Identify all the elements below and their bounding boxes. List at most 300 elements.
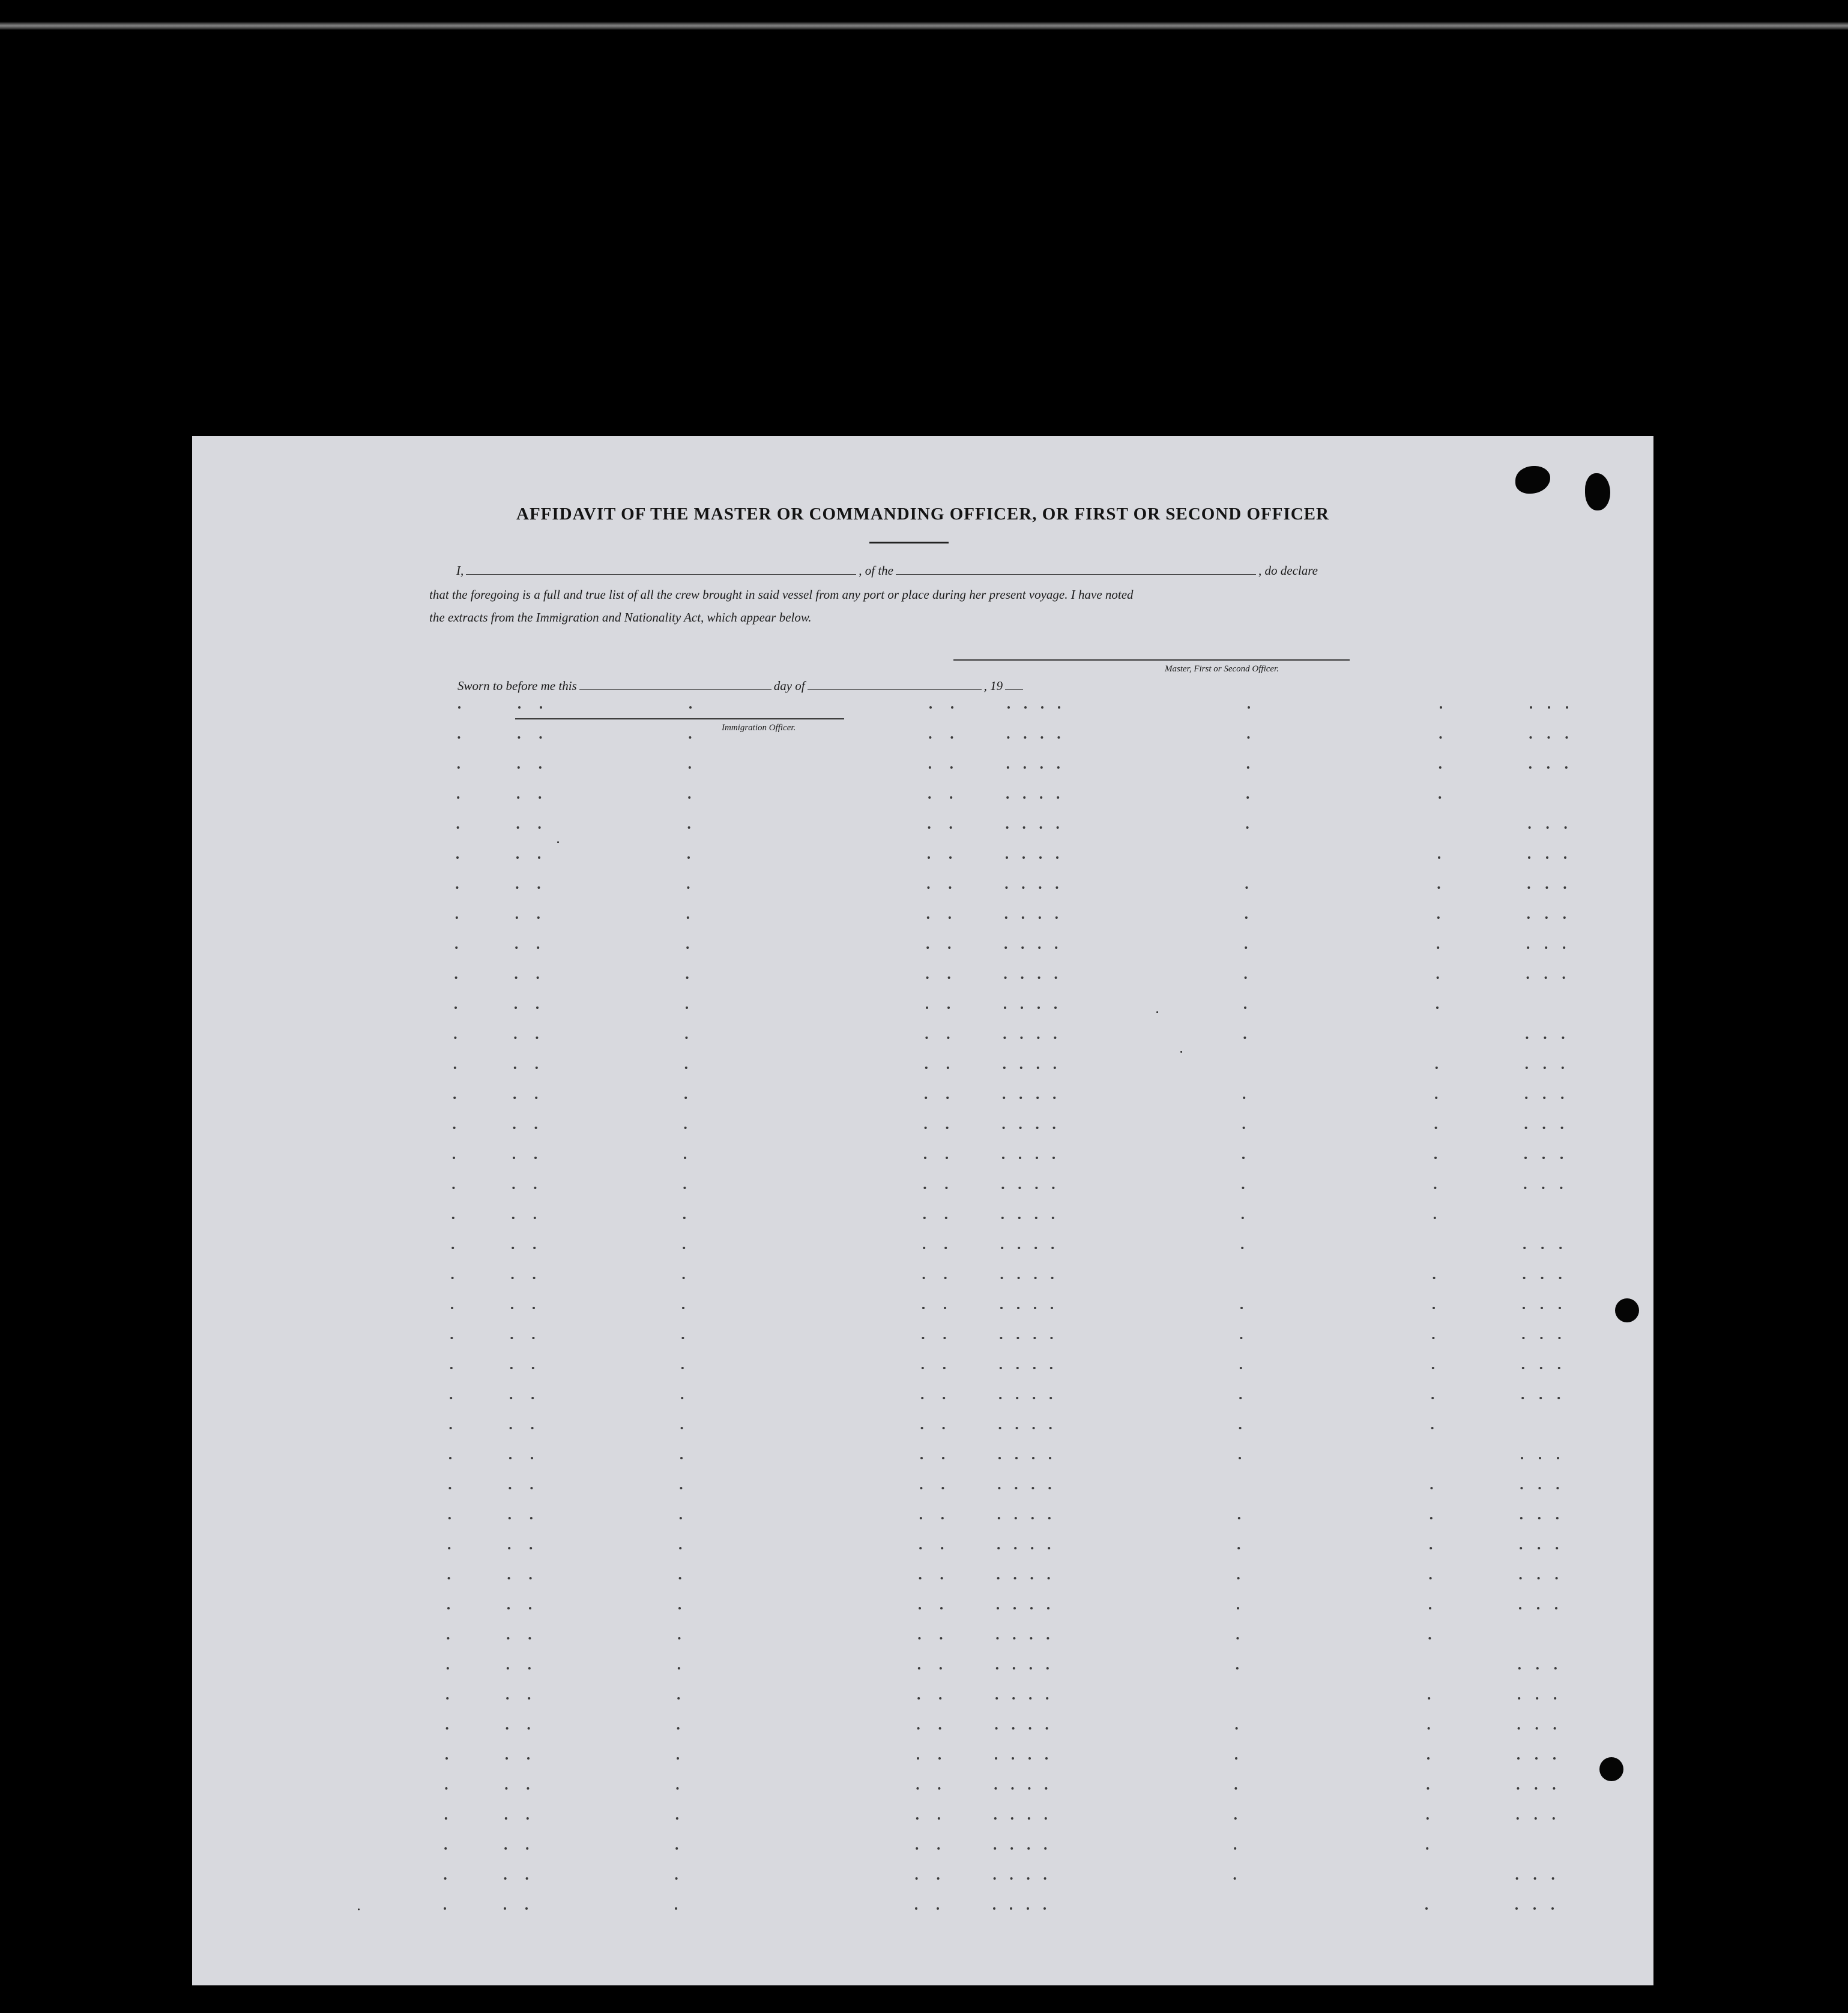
leader-dot bbox=[509, 1487, 511, 1489]
leader-dot bbox=[998, 1457, 1001, 1459]
leader-dot bbox=[1027, 1907, 1029, 1910]
leader-dot bbox=[938, 1787, 940, 1790]
leader-dot bbox=[1000, 1307, 1003, 1309]
leader-dot bbox=[1435, 1097, 1437, 1099]
leader-dot bbox=[944, 1307, 946, 1309]
sworn-prefix: Sworn to before me this bbox=[457, 679, 577, 693]
leader-dot bbox=[445, 1787, 447, 1790]
leader-dot bbox=[1538, 1487, 1541, 1489]
leader-dot bbox=[1020, 1067, 1022, 1069]
leader-dot bbox=[1024, 736, 1026, 739]
leader-dot bbox=[1548, 706, 1550, 709]
leader-dot bbox=[1236, 1667, 1239, 1669]
leader-dot bbox=[681, 1397, 683, 1399]
leader-dot bbox=[453, 1097, 456, 1099]
leader-dot bbox=[1516, 1877, 1518, 1880]
leader-dot bbox=[515, 1006, 517, 1009]
leader-dot bbox=[509, 1457, 512, 1459]
leader-dot bbox=[1053, 1127, 1055, 1129]
leader-dot bbox=[1243, 1097, 1245, 1099]
leader-dot bbox=[920, 1487, 922, 1489]
leader-dot bbox=[1245, 976, 1247, 979]
leader-dot bbox=[916, 1817, 919, 1820]
leader-dot bbox=[526, 1877, 528, 1880]
leader-dot bbox=[1040, 796, 1042, 799]
leader-dot bbox=[1551, 1907, 1554, 1910]
leader-dot bbox=[532, 1337, 534, 1339]
leader-dot bbox=[1518, 1667, 1521, 1669]
leader-dot bbox=[1015, 1457, 1018, 1459]
leader-dot bbox=[447, 1667, 449, 1669]
leader-dot bbox=[450, 1337, 453, 1339]
leader-dot bbox=[518, 736, 520, 739]
leader-dot bbox=[929, 706, 932, 709]
leader-dot bbox=[1428, 1637, 1431, 1639]
leader-dot bbox=[1439, 736, 1442, 739]
leader-dot bbox=[938, 1817, 940, 1820]
leader-dot bbox=[1048, 1547, 1050, 1549]
leader-dot bbox=[1439, 796, 1441, 799]
leader-dot bbox=[681, 1367, 684, 1369]
leader-dot bbox=[1427, 1787, 1429, 1790]
leader-dot bbox=[1517, 1817, 1519, 1820]
leader-dot bbox=[1000, 1337, 1002, 1339]
leader-dot bbox=[1058, 706, 1060, 709]
leader-dot bbox=[920, 1517, 922, 1519]
leader-dot bbox=[680, 1487, 682, 1489]
leader-dot bbox=[1033, 1397, 1035, 1399]
leader-dot bbox=[1055, 886, 1058, 889]
leader-dot bbox=[1563, 976, 1565, 979]
leader-dot bbox=[1566, 706, 1568, 709]
leader-dot bbox=[444, 1907, 446, 1910]
leader-dot bbox=[1046, 1727, 1048, 1730]
leader-dot bbox=[540, 706, 542, 709]
leader-dot bbox=[1523, 1277, 1526, 1279]
leader-dot bbox=[1030, 1667, 1032, 1669]
leader-dot bbox=[1433, 1307, 1435, 1309]
leader-dot bbox=[508, 1547, 510, 1549]
leader-dot bbox=[445, 1817, 447, 1820]
leader-dot bbox=[444, 1847, 447, 1850]
leader-dot bbox=[949, 856, 952, 859]
leader-dot bbox=[675, 1847, 678, 1850]
leader-dot bbox=[1248, 706, 1250, 709]
leader-dot bbox=[939, 1727, 941, 1730]
leader-dot bbox=[530, 1577, 532, 1579]
leader-dot bbox=[1434, 1187, 1436, 1189]
leader-dot bbox=[1538, 1577, 1540, 1579]
leader-dot bbox=[510, 1427, 512, 1429]
leader-dot bbox=[1003, 1037, 1006, 1039]
immigration-officer-caption: Immigration Officer. bbox=[722, 723, 796, 733]
leader-dot bbox=[689, 736, 691, 739]
leader-dot bbox=[1011, 1787, 1013, 1790]
leader-dot bbox=[1040, 826, 1042, 829]
leader-dot bbox=[1246, 796, 1249, 799]
leader-dot bbox=[534, 1157, 537, 1159]
leader-dot bbox=[997, 1547, 1000, 1549]
leader-dot bbox=[943, 1397, 945, 1399]
leader-dot bbox=[1439, 766, 1442, 769]
leader-dot bbox=[996, 1637, 998, 1639]
leader-dot bbox=[1033, 1337, 1036, 1339]
speck bbox=[1156, 1011, 1158, 1013]
leader-dot bbox=[918, 1667, 920, 1669]
leader-dot bbox=[683, 1277, 685, 1279]
leader-dot bbox=[677, 1727, 680, 1730]
leader-dot bbox=[1039, 856, 1042, 859]
leader-dot bbox=[1049, 1397, 1052, 1399]
leader-dot bbox=[686, 946, 689, 949]
leader-dot bbox=[940, 1667, 942, 1669]
leader-dot bbox=[921, 1427, 923, 1429]
leader-dot bbox=[1562, 1037, 1564, 1039]
leader-dot bbox=[1535, 1757, 1538, 1760]
leader-dot bbox=[1541, 1277, 1544, 1279]
leader-dot bbox=[939, 1697, 941, 1700]
leader-dot bbox=[1239, 1397, 1242, 1399]
leader-dot bbox=[1563, 886, 1566, 889]
leader-dot bbox=[925, 1067, 928, 1069]
leader-dot bbox=[537, 976, 539, 979]
leader-dot bbox=[1524, 1187, 1526, 1189]
leader-dot bbox=[1018, 1187, 1021, 1189]
leader-dot bbox=[950, 826, 952, 829]
leader-dot bbox=[945, 1217, 947, 1219]
leader-dot bbox=[1049, 1457, 1051, 1459]
leader-dot bbox=[1016, 1397, 1018, 1399]
leader-dot bbox=[1540, 1337, 1542, 1339]
leader-dot bbox=[1559, 1277, 1562, 1279]
leader-dot bbox=[1546, 856, 1548, 859]
leader-dot bbox=[1044, 1877, 1046, 1880]
leader-dot bbox=[453, 1127, 456, 1129]
leader-dot bbox=[1055, 976, 1057, 979]
leader-dot bbox=[1434, 1217, 1436, 1219]
leader-dot bbox=[995, 1757, 997, 1760]
speck bbox=[1180, 1051, 1182, 1053]
leader-dot bbox=[451, 1307, 453, 1309]
leader-dot bbox=[1517, 1787, 1519, 1790]
leader-dot bbox=[1004, 976, 1007, 979]
leader-dot bbox=[1552, 1877, 1554, 1880]
leader-dot bbox=[1529, 826, 1531, 829]
leader-dot bbox=[1038, 976, 1040, 979]
leader-dot bbox=[997, 1577, 1000, 1579]
leader-dot bbox=[505, 1817, 507, 1820]
leader-dot bbox=[1527, 946, 1529, 949]
leader-dot bbox=[1017, 1307, 1019, 1309]
leader-dot bbox=[928, 856, 930, 859]
leader-dot bbox=[1038, 946, 1040, 949]
leader-dot bbox=[509, 1517, 511, 1519]
leader-dot bbox=[1018, 1247, 1020, 1249]
leader-dot bbox=[504, 1907, 506, 1910]
leader-dot bbox=[1019, 1127, 1022, 1129]
leader-dot bbox=[1033, 1367, 1036, 1369]
leader-dot bbox=[926, 976, 929, 979]
leader-dot bbox=[925, 1127, 927, 1129]
leader-dot bbox=[1543, 1097, 1545, 1099]
leader-dot bbox=[1036, 1127, 1039, 1129]
leader-dot bbox=[923, 1247, 925, 1249]
leader-dot bbox=[1431, 1397, 1434, 1399]
leader-dot bbox=[681, 1427, 683, 1429]
leader-dot bbox=[1538, 1547, 1540, 1549]
leader-dot bbox=[1054, 1037, 1056, 1039]
leader-dot bbox=[533, 1277, 536, 1279]
leader-dot bbox=[1057, 826, 1059, 829]
leader-dot bbox=[1558, 1367, 1560, 1369]
leader-dot bbox=[1527, 976, 1529, 979]
leader-dot bbox=[1545, 916, 1548, 919]
leader-dot bbox=[537, 886, 540, 889]
leader-dot bbox=[1438, 856, 1440, 859]
leader-dot bbox=[1016, 1367, 1019, 1369]
leader-dot bbox=[943, 1337, 946, 1339]
leader-dot bbox=[1565, 766, 1568, 769]
leader-dot bbox=[1047, 1607, 1049, 1609]
leader-dot bbox=[1247, 766, 1249, 769]
leader-dot bbox=[919, 1547, 922, 1549]
leader-dot bbox=[922, 1337, 924, 1339]
leader-dot bbox=[1554, 1697, 1556, 1700]
leader-dot bbox=[1004, 1006, 1006, 1009]
leader-dot bbox=[947, 1037, 949, 1039]
leader-dot bbox=[1039, 886, 1041, 889]
leader-dot bbox=[689, 766, 691, 769]
leader-dot bbox=[536, 1037, 538, 1039]
leader-dot bbox=[940, 1607, 943, 1609]
leader-dot bbox=[514, 1037, 516, 1039]
leader-dot bbox=[1028, 1817, 1030, 1820]
leader-dot bbox=[941, 1517, 944, 1519]
leader-dot bbox=[944, 1277, 947, 1279]
leader-dot bbox=[1437, 916, 1440, 919]
leader-dot bbox=[688, 826, 690, 829]
leader-dot bbox=[1525, 1097, 1527, 1099]
leader-dot bbox=[535, 1127, 537, 1129]
leader-dot bbox=[1006, 856, 1008, 859]
leader-dot bbox=[679, 1547, 681, 1549]
leader-dot bbox=[1041, 706, 1043, 709]
leader-dot bbox=[1015, 1517, 1017, 1519]
leader-dot bbox=[680, 1517, 682, 1519]
leader-dot bbox=[996, 1667, 998, 1669]
leader-dot bbox=[1052, 1187, 1054, 1189]
leader-dot bbox=[1001, 1247, 1003, 1249]
leader-dot bbox=[1524, 1157, 1527, 1159]
leader-dot bbox=[917, 1697, 920, 1700]
leader-dot bbox=[1044, 1847, 1046, 1850]
leader-dot bbox=[1037, 1006, 1040, 1009]
leader-dot bbox=[516, 856, 519, 859]
leader-dot bbox=[1538, 1517, 1541, 1519]
leader-dot bbox=[510, 1397, 512, 1399]
leader-dot bbox=[506, 1727, 509, 1730]
leader-dot bbox=[929, 736, 931, 739]
leader-dot bbox=[1031, 1487, 1034, 1489]
leader-dot bbox=[994, 1817, 997, 1820]
leader-dot bbox=[1523, 1307, 1525, 1309]
ink-blot bbox=[1585, 473, 1610, 510]
leader-dot bbox=[527, 1757, 530, 1760]
leader-dot bbox=[1027, 1847, 1030, 1850]
leader-dot bbox=[1010, 1877, 1013, 1880]
affidavit-title: AFFIDAVIT OF THE MASTER OR COMMANDING OFFICER, OR FIRST OR SECOND OFFICER bbox=[516, 504, 1329, 524]
leader-dot bbox=[689, 706, 692, 709]
leader-dot bbox=[1565, 826, 1567, 829]
leader-dot bbox=[539, 766, 542, 769]
leader-dot bbox=[530, 1517, 533, 1519]
leader-dot bbox=[1430, 1547, 1432, 1549]
leader-dot bbox=[455, 976, 457, 979]
leader-dot bbox=[525, 1907, 528, 1910]
leader-dot bbox=[1048, 1487, 1051, 1489]
leader-dot bbox=[534, 1217, 536, 1219]
leader-dot bbox=[1241, 1247, 1243, 1249]
leader-dot bbox=[513, 1157, 515, 1159]
leader-dot bbox=[457, 826, 459, 829]
leader-dot bbox=[1236, 1637, 1239, 1639]
leader-dot bbox=[458, 706, 460, 709]
leader-dot bbox=[529, 1607, 531, 1609]
leader-dot bbox=[1545, 886, 1548, 889]
leader-dot bbox=[1039, 916, 1041, 919]
leader-dot bbox=[1040, 766, 1043, 769]
leader-dot bbox=[941, 1547, 943, 1549]
leader-dot bbox=[1028, 1787, 1030, 1790]
leader-dot bbox=[1429, 1607, 1431, 1609]
leader-dot bbox=[1005, 886, 1007, 889]
leader-dot bbox=[515, 946, 518, 949]
leader-dot bbox=[916, 1787, 919, 1790]
leader-dot bbox=[526, 1847, 528, 1850]
leader-dot bbox=[536, 1006, 539, 1009]
leader-dot bbox=[1001, 1187, 1004, 1189]
leader-dot bbox=[1237, 1607, 1239, 1609]
leader-dot bbox=[1033, 1427, 1035, 1429]
leader-dot bbox=[929, 766, 931, 769]
leader-dot bbox=[676, 1787, 678, 1790]
leader-dot bbox=[686, 1006, 688, 1009]
leader-dot bbox=[997, 1607, 999, 1609]
leader-dot bbox=[1016, 1337, 1019, 1339]
leader-dot bbox=[1529, 766, 1532, 769]
leader-dot bbox=[1001, 1277, 1003, 1279]
leader-dot bbox=[454, 1006, 457, 1009]
leader-dot bbox=[1056, 856, 1058, 859]
leader-dot bbox=[1057, 766, 1060, 769]
leader-dot bbox=[1527, 886, 1530, 889]
leader-dot bbox=[942, 1457, 944, 1459]
leader-dot bbox=[539, 826, 541, 829]
leader-dot bbox=[457, 796, 459, 799]
leader-dot bbox=[1031, 1517, 1034, 1519]
leader-dot bbox=[1005, 916, 1007, 919]
leader-dot bbox=[528, 1727, 530, 1730]
leader-dot bbox=[505, 1787, 507, 1790]
leader-dot bbox=[1034, 1247, 1037, 1249]
punch-hole bbox=[1615, 1298, 1639, 1322]
leader-dot bbox=[998, 1517, 1000, 1519]
leader-dot bbox=[919, 1607, 921, 1609]
leader-dot bbox=[687, 916, 689, 919]
leader-dot bbox=[916, 1847, 918, 1850]
leader-dot bbox=[457, 736, 460, 739]
leader-dot bbox=[1555, 1607, 1557, 1609]
leader-dot bbox=[533, 1307, 535, 1309]
leader-dot bbox=[1043, 1907, 1046, 1910]
leader-dot bbox=[1022, 856, 1025, 859]
leader-dot bbox=[1010, 1847, 1013, 1850]
leader-dot bbox=[680, 1457, 683, 1459]
leader-dot bbox=[1055, 916, 1058, 919]
leader-dot bbox=[1537, 1607, 1539, 1609]
leader-dot bbox=[1245, 916, 1248, 919]
leader-dot bbox=[518, 706, 521, 709]
leader-dot bbox=[925, 1097, 927, 1099]
leader-dot bbox=[1557, 1397, 1560, 1399]
leader-dot bbox=[1544, 1037, 1546, 1039]
leader-dot bbox=[447, 1637, 449, 1639]
leader-dot bbox=[1433, 1277, 1436, 1279]
leader-dot bbox=[1545, 976, 1547, 979]
leader-dot bbox=[1013, 1607, 1016, 1609]
leader-dot bbox=[945, 1187, 947, 1189]
leader-dot bbox=[1562, 1067, 1564, 1069]
leader-dot bbox=[1428, 1697, 1430, 1700]
leader-dot bbox=[517, 826, 519, 829]
leader-dot bbox=[1236, 1727, 1238, 1730]
leader-dot bbox=[1557, 1457, 1559, 1459]
leader-dot bbox=[1006, 796, 1009, 799]
leader-dot bbox=[678, 1637, 680, 1639]
leader-dot bbox=[1431, 1427, 1434, 1429]
leader-dot bbox=[1554, 1667, 1557, 1669]
leader-dot bbox=[917, 1757, 919, 1760]
leader-dot bbox=[1559, 1307, 1561, 1309]
leader-dot bbox=[1239, 1457, 1241, 1459]
leader-dot bbox=[922, 1307, 925, 1309]
leader-dot bbox=[1007, 706, 1010, 709]
leader-dot bbox=[1436, 1067, 1438, 1069]
leader-dot bbox=[539, 736, 542, 739]
leader-dot bbox=[1536, 1667, 1539, 1669]
leader-dot bbox=[1437, 976, 1439, 979]
leader-dot bbox=[1237, 1577, 1240, 1579]
leader-dot bbox=[949, 886, 951, 889]
leader-dot bbox=[685, 1067, 687, 1069]
leader-dot bbox=[1425, 1907, 1428, 1910]
leader-dot bbox=[448, 1487, 451, 1489]
leader-dot bbox=[1246, 826, 1249, 829]
leader-dot bbox=[994, 1787, 997, 1790]
leader-dot bbox=[685, 1037, 687, 1039]
leader-dot bbox=[1547, 826, 1549, 829]
leader-dot bbox=[684, 1127, 687, 1129]
leader-dot bbox=[528, 1697, 530, 1700]
leader-dot bbox=[1426, 1847, 1428, 1850]
leader-dot bbox=[513, 1097, 516, 1099]
leader-dot bbox=[950, 796, 952, 799]
leader-dot bbox=[1565, 736, 1568, 739]
sworn-year: , 19 bbox=[983, 679, 1003, 693]
leader-dot bbox=[449, 1457, 451, 1459]
leader-dot bbox=[1526, 1037, 1528, 1039]
leader-dot bbox=[512, 1277, 514, 1279]
